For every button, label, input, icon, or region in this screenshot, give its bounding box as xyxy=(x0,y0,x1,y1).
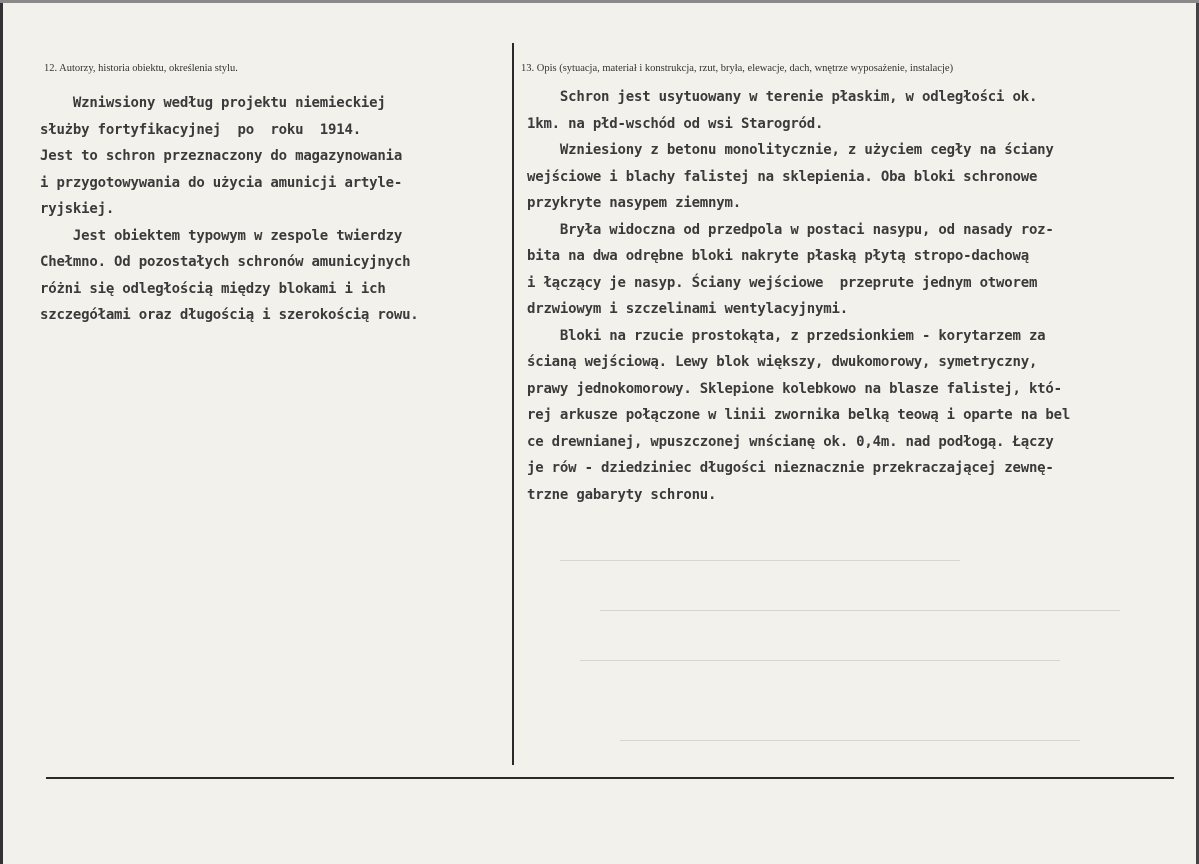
section-12-line: i przygotowywania do użycia amunicji artyle- xyxy=(40,174,403,191)
card-top-edge xyxy=(0,0,1199,3)
show-through-line xyxy=(560,560,960,561)
show-through-line xyxy=(580,660,1060,661)
section-13-body xyxy=(527,84,1070,508)
section-12-line: Jest obiektem typowym w zespole twierdzy xyxy=(40,227,403,244)
section-12-line: służby fortyfikacyjnej po roku 1914. xyxy=(40,121,361,138)
section-12-line: szczegółami oraz długością i szerokością rowu. xyxy=(40,307,419,323)
section-13-line: ce drewnianej, wpuszczonej wnścianę ok. 0,4m. nad podłogą. Łączy xyxy=(527,433,1054,450)
section-13-line: rej arkusze połączone w linii zwornika belką teową i oparte na bel xyxy=(527,407,1071,423)
section-12-line: różni się odległością między blokami i ich xyxy=(40,280,386,297)
section-13-heading: 13. Opis (sytuacja, materiał i konstrukcja, rzut, bryła, elewacje, dach, wnętrze wyposażenie, instalacje) xyxy=(521,63,954,74)
section-12-body xyxy=(40,90,419,329)
section-13-line: Bloki na rzucie prostokąta, z przedsionkiem - korytarzem za xyxy=(527,327,1046,344)
section-13-line: trzne gabaryty schronu. xyxy=(527,486,717,503)
section-13-line: drzwiowym i szczelinami wentylacyjnymi. xyxy=(527,301,848,317)
section-13-line: 1km. na płd-wschód od wsi Starogród. xyxy=(527,115,824,132)
section-13-line: Bryła widoczna od przedpola w postaci nasypu, od nasady roz- xyxy=(527,221,1054,238)
bottom-rule xyxy=(46,777,1174,779)
section-13-line: wejściowe i blachy falistej na sklepienia. Oba bloki schronowe xyxy=(527,168,1038,185)
section-13-line: je rów - dziedziniec długości nieznacznie przekraczającej zewnę- xyxy=(527,460,1054,476)
section-12-line: Chełmno. Od pozostałych schronów amunicyjnych xyxy=(40,254,411,270)
section-13-line: ścianą wejściową. Lewy blok większy, dwukomorowy, symetryczny, xyxy=(527,354,1038,370)
section-12-line: Jest to schron przeznaczony do magazynowania xyxy=(40,148,403,164)
column-divider xyxy=(512,43,514,765)
section-12-heading: 12. Autorzy, historia obiektu, określenia stylu. xyxy=(44,63,238,74)
show-through-line xyxy=(620,740,1080,741)
show-through-line xyxy=(600,610,1120,611)
section-13-line: i łączący je nasyp. Ściany wejściowe przeprute jednym otworem xyxy=(527,274,1038,291)
section-13-line: Schron jest usytuowany w terenie płaskim, w odległości ok. xyxy=(527,89,1038,105)
section-13-line: przykryte nasypem ziemnym. xyxy=(527,195,741,211)
section-13-line: prawy jednokomorowy. Sklepione kolebkowo na blasze falistej, któ- xyxy=(527,380,1062,397)
section-13-line: bita na dwa odrębne bloki nakryte płaską płytą stropo-dachową xyxy=(527,248,1029,264)
section-12-line: ryjskiej. xyxy=(40,201,115,217)
section-13-line: Wzniesiony z betonu monolitycznie, z użyciem cegły na ściany xyxy=(527,142,1054,158)
section-12-line: Wzniwsiony według projektu niemieckiej xyxy=(40,95,386,111)
